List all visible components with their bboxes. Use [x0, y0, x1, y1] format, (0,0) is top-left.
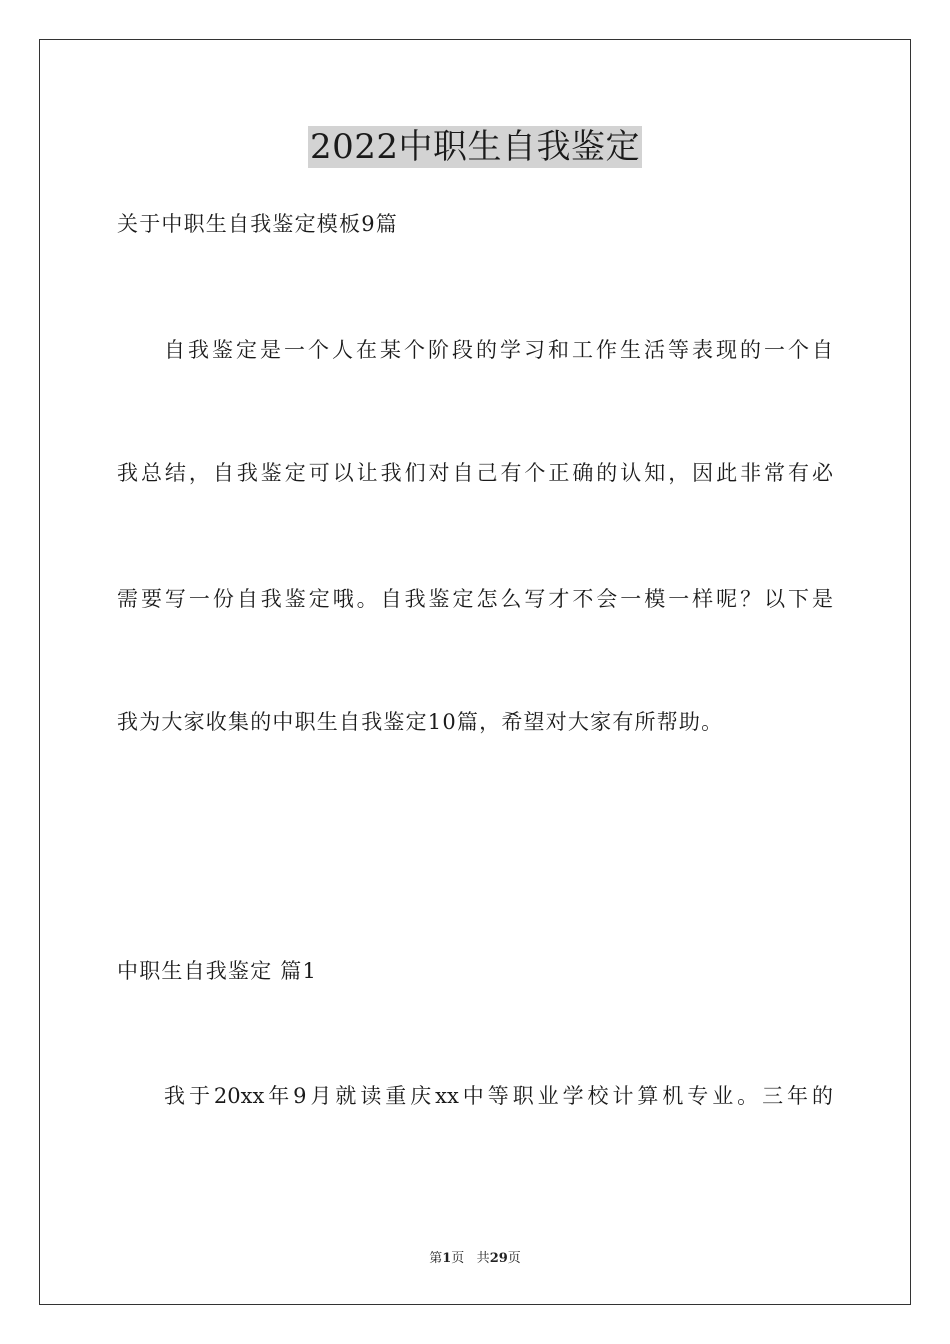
section-heading: 中职生自我鉴定 篇1	[117, 959, 318, 983]
document-title	[0, 126, 950, 168]
page-suffix: 页	[451, 1251, 465, 1266]
intro-line-1: 自我鉴定是一个人在某个阶段的学习和工作生活等表现的一个自	[164, 338, 833, 362]
total-prefix: 共	[476, 1251, 490, 1266]
document-subtitle: 关于中职生自我鉴定模板9篇	[117, 212, 398, 236]
intro-line-4: 我为大家收集的中职生自我鉴定10篇，希望对大家有所帮助。	[117, 710, 724, 734]
page-prefix: 第	[429, 1251, 443, 1266]
section-line-1: 我于20xx年9月就读重庆xx中等职业学校计算机专业。三年的	[164, 1084, 833, 1108]
intro-line-2: 我总结，自我鉴定可以让我们对自己有个正确的认知，因此非常有必	[117, 461, 833, 485]
current-page-number: 1	[442, 1251, 452, 1266]
intro-line-3: 需要写一份自我鉴定哦。自我鉴定怎么写才不会一模一样呢？以下是	[117, 587, 833, 611]
total-page-count: 29	[489, 1251, 508, 1266]
document-title-text: 2022中职生自我鉴定	[309, 127, 641, 167]
page-footer	[0, 1247, 950, 1266]
total-suffix: 页	[507, 1251, 521, 1266]
